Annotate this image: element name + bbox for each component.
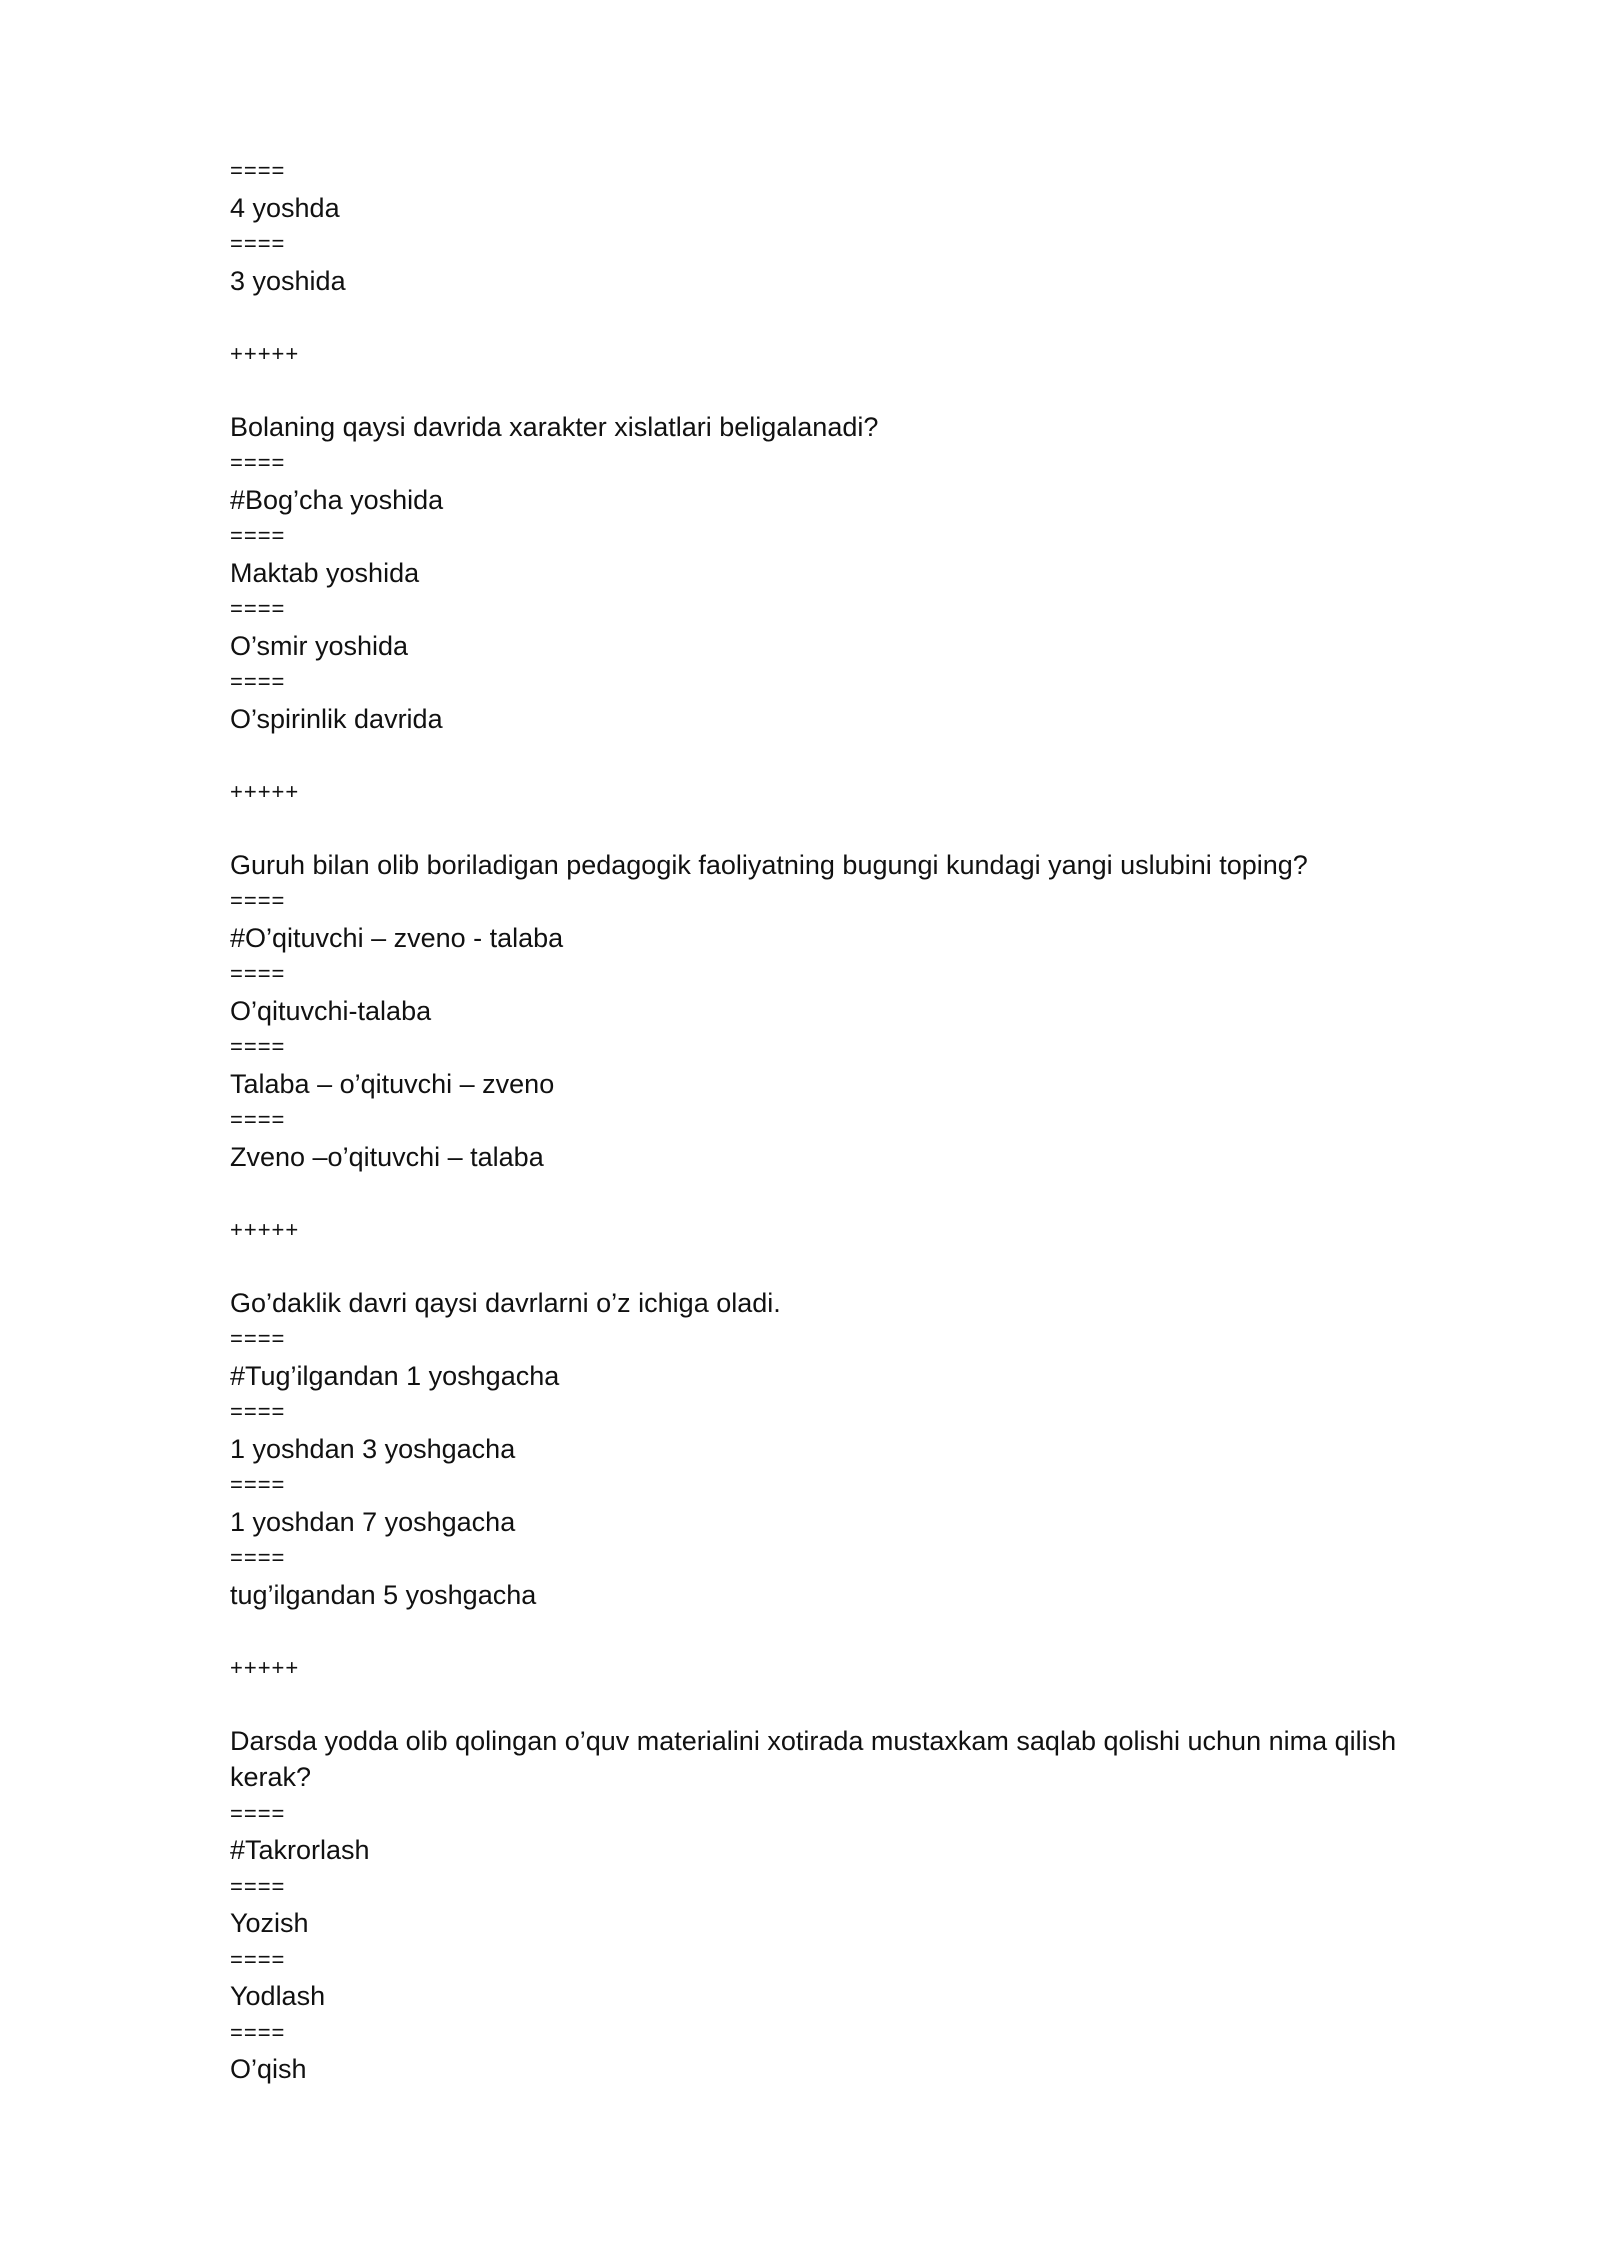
option-separator: ====: [230, 1107, 286, 1132]
option-separator: ====: [230, 1946, 286, 1972]
option-separator: ====: [230, 1800, 286, 1826]
option-separator: ====: [230, 523, 286, 548]
option-separator: ====: [230, 158, 286, 183]
option-separator: ====: [230, 1326, 286, 1351]
option-separator: ====: [230, 1873, 286, 1899]
option-separator: ====: [230, 1545, 286, 1570]
option-separator: ====: [230, 2019, 286, 2045]
answer-option: 1 yoshdan 7 yoshgacha: [230, 1506, 516, 1537]
answer-option: 4 yoshda: [230, 192, 340, 223]
option-separator: ====: [230, 596, 286, 621]
spacer: [230, 1686, 1430, 1723]
question-text: Darsda yodda olib qolingan o’quv materialini xotirada mustaxkam saqlab qolishi uchun nima qilish kerak?: [230, 1725, 1397, 1792]
correct-answer-option: #Takrorlash: [230, 1835, 370, 1865]
spacer: [230, 810, 1430, 847]
option-separator: ====: [230, 450, 286, 475]
correct-answer-option: #O’qituvchi – zveno - talaba: [230, 922, 564, 953]
spacer: [230, 1613, 1430, 1650]
answer-option: Yozish: [230, 1908, 309, 1938]
answer-option: tug’ilgandan 5 yoshgacha: [230, 1579, 537, 1610]
answer-option: 1 yoshdan 3 yoshgacha: [230, 1433, 516, 1464]
correct-answer-option: #Bog’cha yoshida: [230, 484, 444, 515]
question-separator: +++++: [230, 340, 300, 366]
answer-option: 3 yoshida: [230, 265, 346, 296]
spacer: [230, 1175, 1430, 1212]
question-separator: +++++: [230, 1216, 300, 1242]
option-separator: ====: [230, 888, 286, 913]
question-text: Go’daklik davri qaysi davrlarni o’z ichiga oladi.: [230, 1287, 781, 1318]
answer-option: Talaba – o’qituvchi – zveno: [230, 1068, 555, 1099]
answer-option: O’smir yoshida: [230, 630, 409, 661]
option-separator: ====: [230, 231, 286, 256]
answer-option: O’spirinlik davrida: [230, 703, 443, 734]
option-separator: ====: [230, 1034, 286, 1059]
spacer: [230, 1248, 1430, 1285]
answer-option: O’qish: [230, 2054, 307, 2084]
answer-option: Maktab yoshida: [230, 557, 420, 588]
option-separator: ====: [230, 961, 286, 986]
answer-option: O’qituvchi-talaba: [230, 995, 432, 1026]
spacer: [230, 372, 1430, 409]
correct-answer-option: #Tug’ilgandan 1 yoshgacha: [230, 1360, 560, 1391]
question-separator: +++++: [230, 778, 300, 804]
answer-option: Zveno –o’qituvchi – talaba: [230, 1141, 544, 1172]
option-separator: ====: [230, 669, 286, 694]
document-page: [230, 153, 1430, 2088]
question-text: Guruh bilan olib boriladigan pedagogik faoliyatning bugungi kundagi yangi uslubini toping?: [230, 849, 1308, 880]
answer-option: Yodlash: [230, 1981, 326, 2011]
question-text: Bolaning qaysi davrida xarakter xislatlari beligalanadi?: [230, 411, 879, 442]
option-separator: ====: [230, 1472, 286, 1497]
spacer: [230, 299, 1430, 336]
spacer: [230, 737, 1430, 774]
question-separator: +++++: [230, 1654, 300, 1680]
option-separator: ====: [230, 1399, 286, 1424]
